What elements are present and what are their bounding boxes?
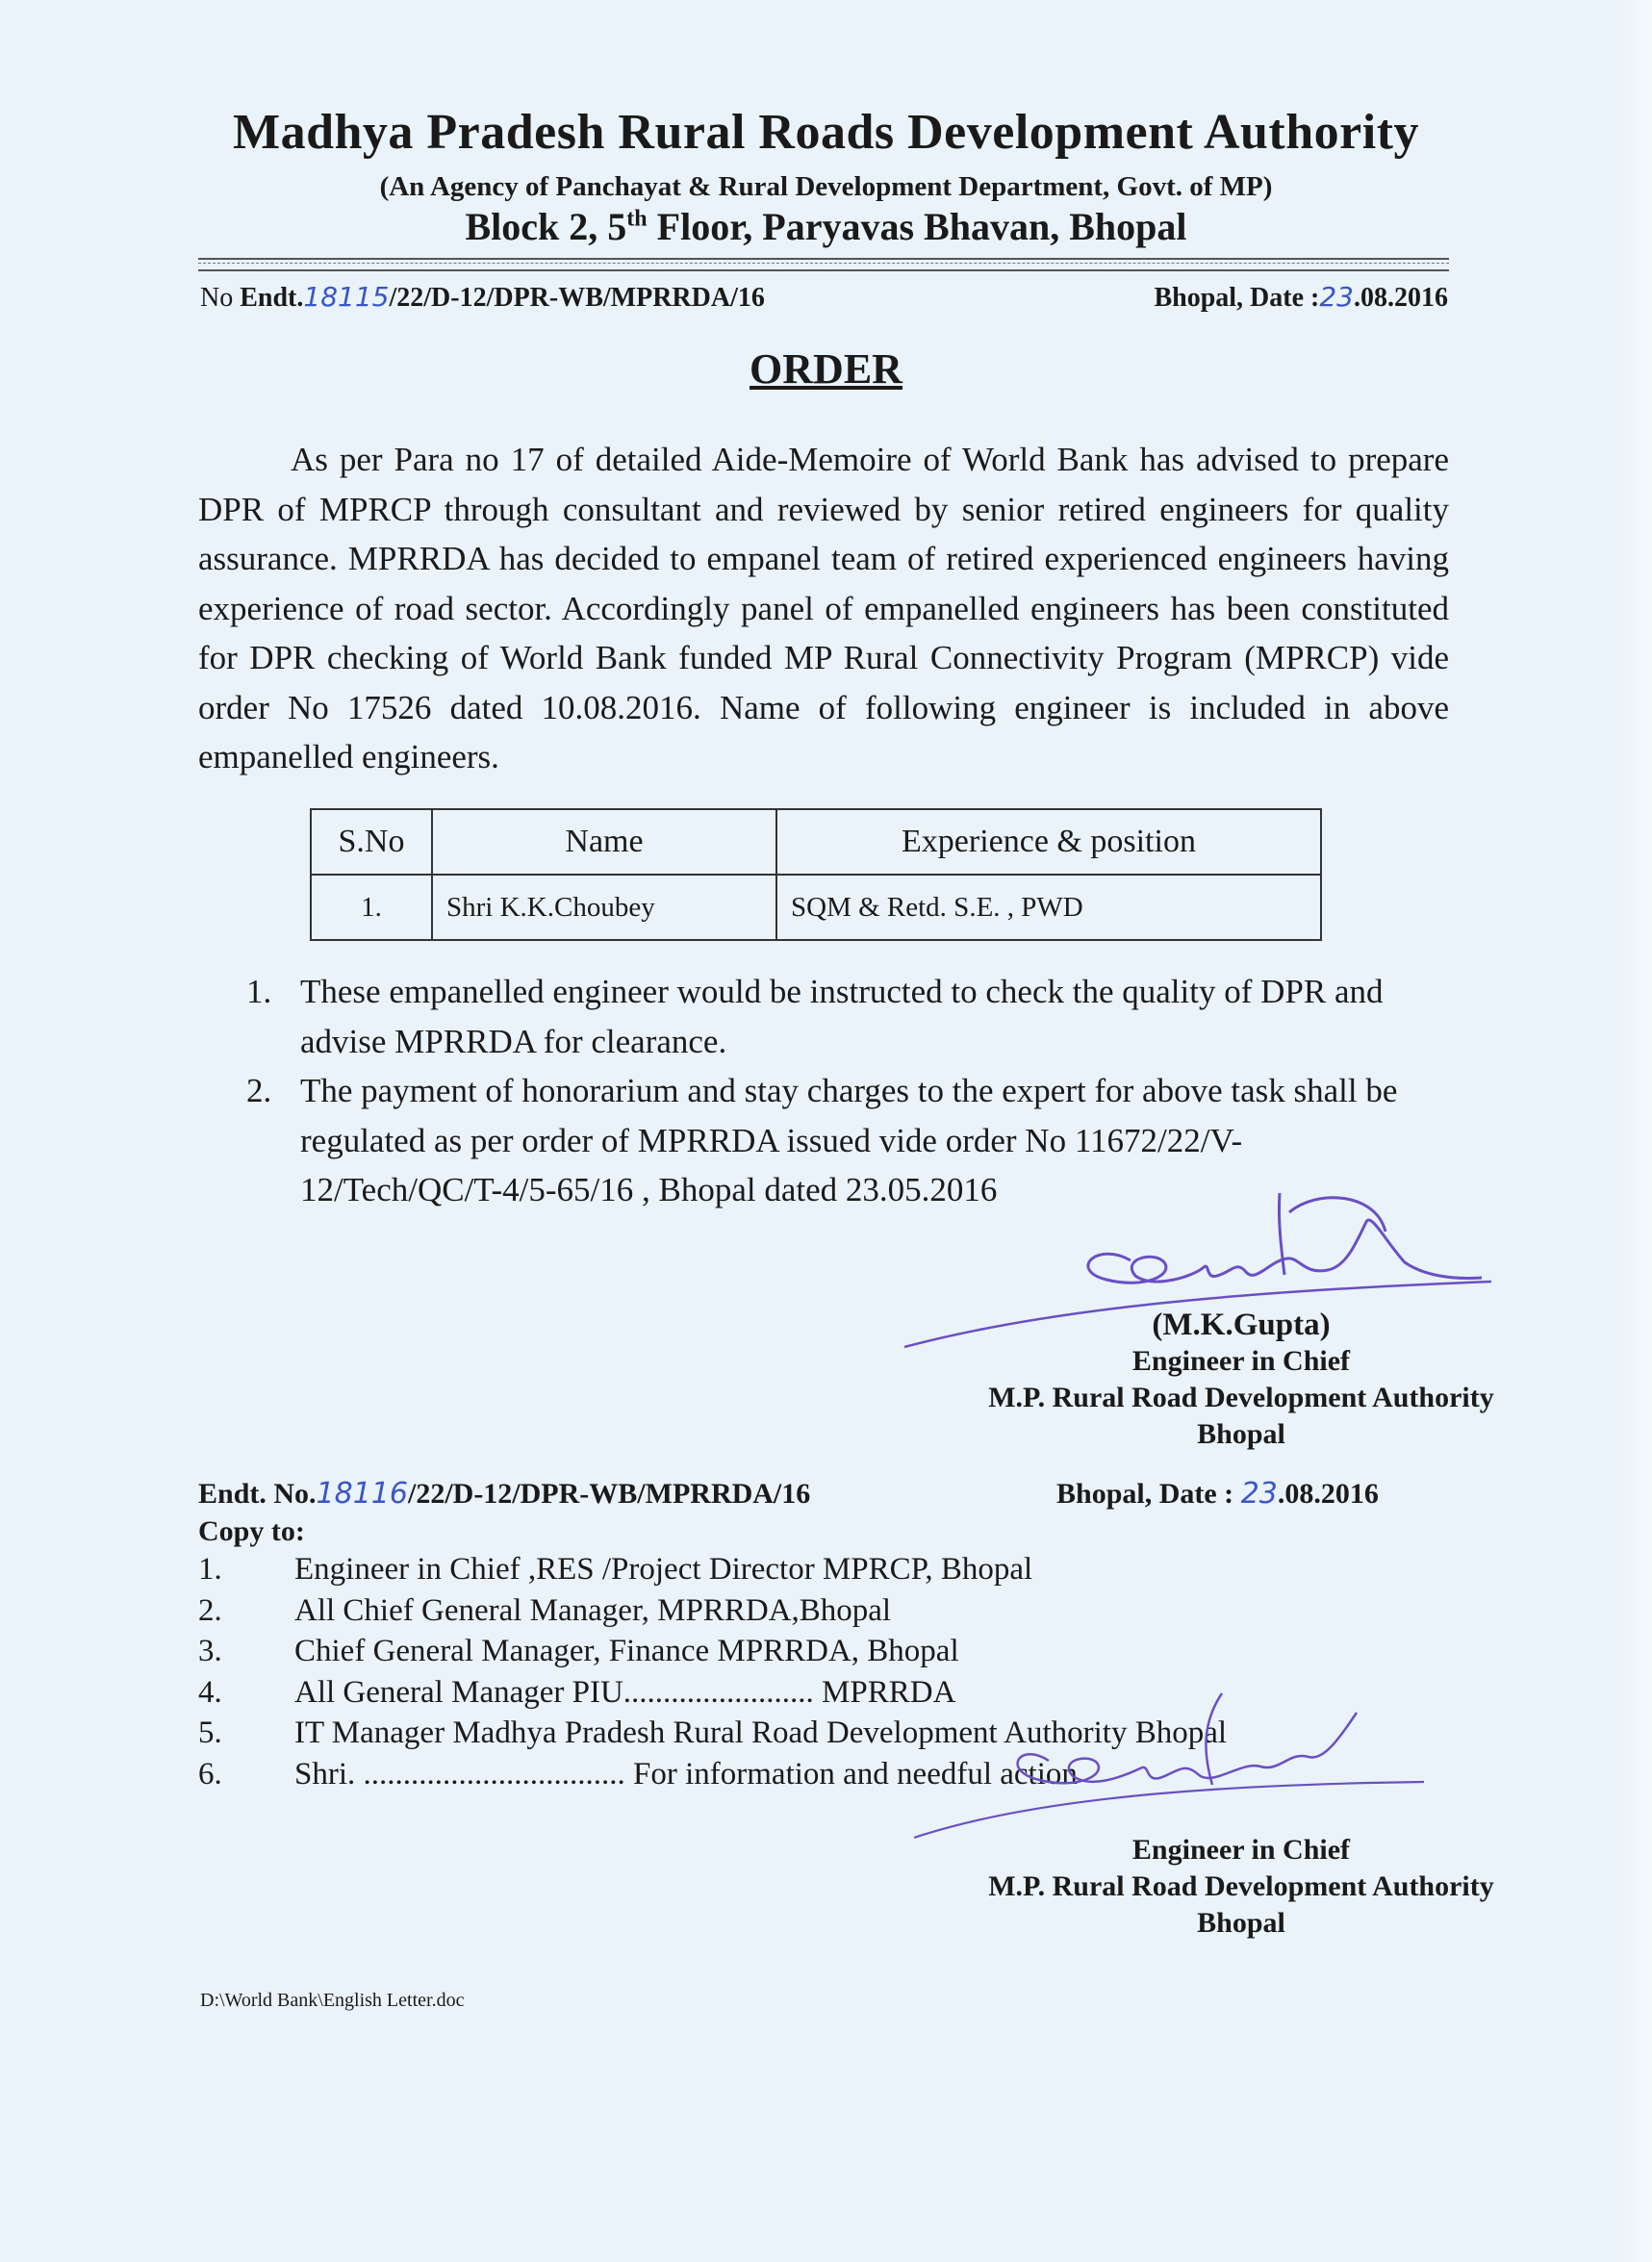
list-item (198, 1631, 1449, 1672)
cell-name: Shri K.K.Choubey (432, 875, 776, 940)
ref-label: Endt. (240, 283, 304, 313)
point-text: The payment of honorarium and stay charges to the expert for above task shall be regulated as per order of MPRRDA issued vide order No 11672/22/V-12/Tech/QC/T-4/5-65/16 , Bhopal dated 23.05.2016 (300, 1072, 1398, 1208)
copy-to-label: Copy to: (198, 1515, 305, 1547)
endt-handwritten-no: 18116 (316, 1477, 408, 1511)
signatory-org: M.P. Rural Road Development Authority (988, 1870, 1494, 1902)
cell-sno: 1. (311, 875, 432, 940)
order-points (246, 967, 1401, 1215)
ref-date-day: 23 (1319, 281, 1354, 313)
col-name: Name (432, 809, 776, 875)
table-header-row (311, 809, 1321, 875)
signatory-designation: Engineer in Chief (1131, 1834, 1351, 1866)
signatory-name: (M.K.Gupta) (1152, 1308, 1331, 1342)
organization-name: Madhya Pradesh Rural Roads Development Authority (232, 105, 1420, 160)
signatory-1 (876, 1307, 1607, 1453)
reference-date (1154, 281, 1448, 314)
endt-date-label: Bhopal, Date : (1056, 1478, 1234, 1510)
ref-date-rest: .08.2016 (1354, 283, 1448, 313)
cc-number: 4. (198, 1674, 222, 1710)
ref-prefix: No (200, 283, 234, 313)
list-item (198, 1549, 1449, 1590)
signatory-2 (876, 1832, 1607, 1942)
point-number: 2. (246, 1072, 272, 1109)
endorsement-date (1056, 1477, 1379, 1511)
endt-date-day: 23 (1240, 1477, 1278, 1511)
cc-number: 6. (198, 1756, 222, 1792)
cc-number: 2. (198, 1592, 222, 1628)
col-sno: S.No (311, 809, 432, 875)
endorsement-number (198, 1477, 810, 1511)
ref-handwritten-no: 18115 (303, 281, 390, 313)
address-line (0, 204, 1652, 249)
file-path: D:\World Bank\English Letter.doc (200, 1990, 465, 2011)
table-row (311, 875, 1321, 940)
col-experience: Experience & position (776, 809, 1321, 875)
cc-number: 1. (198, 1552, 222, 1587)
cc-text: Shri. ................................. For information and needful action (294, 1756, 1078, 1792)
address-pre: Block 2, 5 (465, 205, 627, 248)
header-divider (198, 258, 1449, 271)
point-number: 1. (246, 973, 272, 1010)
cc-text: Chief General Manager, Finance MPRRDA, Bhopal (294, 1634, 959, 1668)
endt-label: Endt. No. (198, 1478, 317, 1510)
signatory-place: Bhopal (1197, 1907, 1285, 1939)
point-text: These empanelled engineer would be instructed to check the quality of DPR and advise MPRRDA for clearance. (300, 973, 1384, 1060)
cc-number: 5. (198, 1716, 222, 1750)
cc-text: All Chief General Manager, MPRRDA,Bhopal (294, 1592, 892, 1628)
signatory-designation: Engineer in Chief (1131, 1345, 1351, 1377)
cell-experience: SQM & Retd. S.E. , PWD (776, 875, 1321, 940)
cc-number: 3. (198, 1634, 222, 1668)
endt-date-rest: .08.2016 (1277, 1478, 1379, 1510)
reference-number (200, 281, 765, 314)
signatory-place: Bhopal (1197, 1418, 1285, 1450)
address-post: Floor, Paryavas Bhavan, Bhopal (647, 205, 1187, 248)
order-title: ORDER (750, 345, 902, 393)
cc-text: IT Manager Madhya Pradesh Rural Road Development Authority Bhopal (294, 1716, 1228, 1750)
ref-suffix: /22/D-12/DPR-WB/MPRRDA/16 (389, 283, 765, 313)
empanelled-table (310, 808, 1322, 941)
list-item (246, 967, 1401, 1066)
signatory-org: M.P. Rural Road Development Authority (988, 1382, 1494, 1413)
address-sup: th (626, 206, 648, 232)
agency-line: (An Agency of Panchayat & Rural Development Department, Govt. of MP) (379, 171, 1273, 202)
list-item (198, 1590, 1449, 1632)
cc-text: Engineer in Chief ,RES /Project Director MPRCP, Bhopal (294, 1552, 1033, 1587)
cc-text: All General Manager PIU........................ MPRRDA (294, 1674, 956, 1710)
ref-date-label: Bhopal, Date : (1154, 283, 1320, 313)
order-body: As per Para no 17 of detailed Aide-Memoire of World Bank has advised to prepare DPR of MPRCP through consultant and reviewed by senior retired engineers for quality assurance. MPRRDA has decided to empanel team of retired experienced engineers having experience of road sector. Accordingly panel of empanelled engineers has been constituted for DPR checking of World Bank funded MP Rural Connectivity Program (MPRCP) vide order No 17526 dated 10.08.2016. Name of following engineer is included in above empanelled engineers. (198, 441, 1449, 775)
signature-2 (914, 1693, 1434, 1838)
endt-suffix: /22/D-12/DPR-WB/MPRRDA/16 (407, 1478, 811, 1510)
